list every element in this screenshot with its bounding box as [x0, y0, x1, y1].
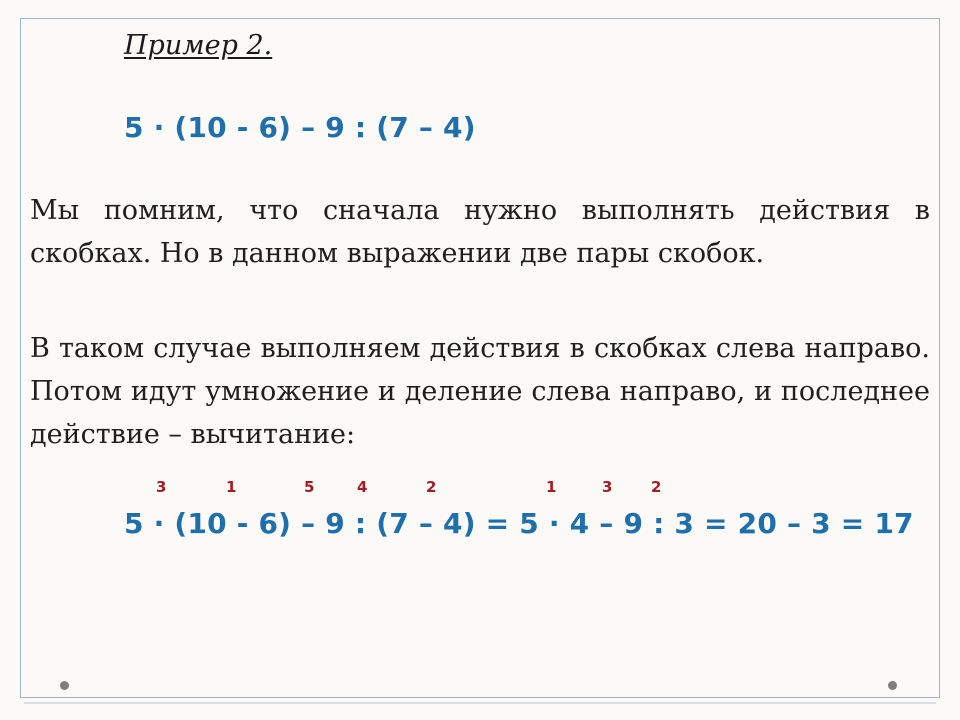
order-mark: 3	[156, 478, 167, 496]
order-mark: 5	[304, 478, 315, 496]
order-mark: 1	[226, 478, 237, 496]
order-mark: 3	[602, 478, 613, 496]
corner-dot-right	[888, 681, 897, 690]
order-mark: 1	[546, 478, 557, 496]
explanation-paragraph-2: В таком случае выполняем действия в скобках слева направо. Потом идут умножение и деление слева направо, и последнее действие – вычитание:	[30, 333, 930, 450]
example-expression: 5 · (10 - 6) – 9 : (7 – 4)	[124, 111, 476, 144]
order-mark: 4	[357, 478, 368, 496]
order-mark: 2	[426, 478, 437, 496]
frame-shadow	[24, 702, 936, 704]
corner-dot-left	[60, 681, 69, 690]
explanation-paragraph-1: Мы помним, что сначала нужно выполнять действия в скобках. Но в данном выражении две пары скобок.	[30, 195, 930, 269]
example-title: Пример 2.	[124, 30, 273, 61]
solution-expression: 5 · (10 - 6) – 9 : (7 – 4) = 5 · 4 – 9 : 3 = 20 – 3 = 17	[124, 507, 914, 540]
operation-order-row	[124, 478, 924, 502]
order-mark: 2	[651, 478, 662, 496]
